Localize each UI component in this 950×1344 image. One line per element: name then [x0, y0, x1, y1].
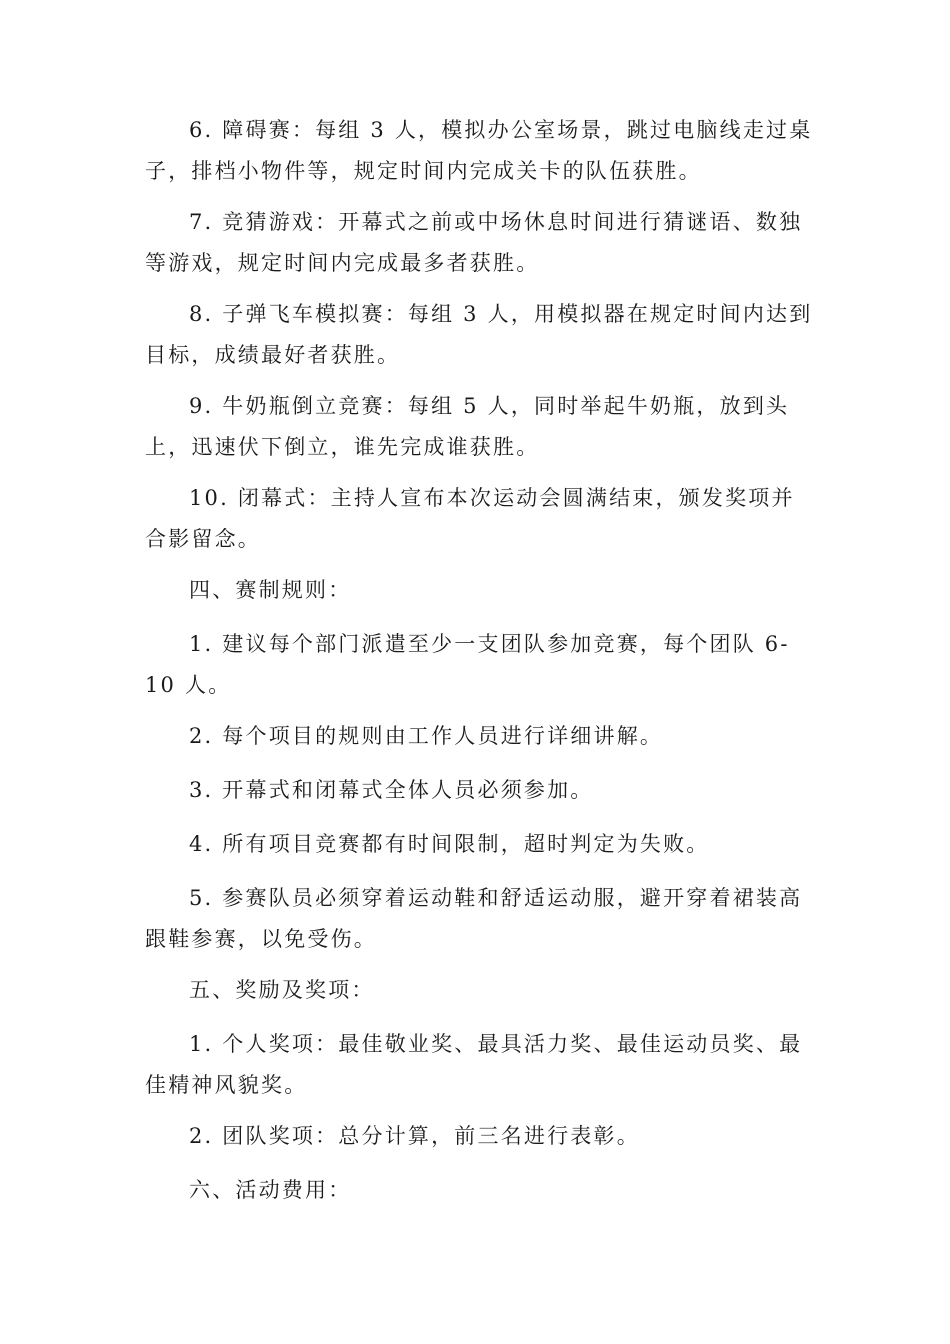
paragraph-rule-4: 4. 所有项目竞赛都有时间限制，超时判定为失败。: [189, 832, 710, 856]
section-heading-rules: 四、赛制规则：: [189, 578, 352, 602]
paragraph-item-7-quiz-game: 7. 竞猜游戏：开幕式之前或中场休息时间进行猜谜语、数独等游戏，规定时间内完成最多者获胜。: [145, 210, 803, 275]
section-heading-awards: 五、奖励及奖项：: [189, 978, 375, 1002]
paragraph-rule-3: 3. 开幕式和闭幕式全体人员必须参加。: [189, 778, 594, 802]
paragraph-item-10-closing: 10. 闭幕式：主持人宣布本次运动会圆满结束，颁发奖项并合影留念。: [145, 486, 795, 551]
paragraph-item-8-racing-sim: 8. 子弹飞车模拟赛：每组 3 人，用模拟器在规定时间内达到目标，成绩最好者获胜。: [145, 302, 813, 367]
paragraph-award-individual: 1. 个人奖项：最佳敬业奖、最具活力奖、最佳运动员奖、最佳精神风貌奖。: [145, 1032, 803, 1097]
paragraph-rule-1: 1. 建议每个部门派遣至少一支团队参加竞赛，每个团队 6-10 人。: [145, 632, 790, 697]
paragraph-item-6-obstacle-race: 6. 障碍赛：每组 3 人，模拟办公室场景，跳过电脑线走过桌子，排档小物件等，规定时间内完成关卡的队伍获胜。: [145, 118, 813, 183]
section-heading-costs: 六、活动费用：: [189, 1178, 352, 1202]
paragraph-rule-2: 2. 每个项目的规则由工作人员进行详细讲解。: [189, 724, 664, 748]
paragraph-item-9-bottle-handstand: 9. 牛奶瓶倒立竞赛：每组 5 人，同时举起牛奶瓶，放到头上，迅速伏下倒立，谁先完成谁获胜。: [145, 394, 790, 459]
paragraph-award-team: 2. 团队奖项：总分计算，前三名进行表彰。: [189, 1124, 640, 1148]
paragraph-rule-5: 5. 参赛队员必须穿着运动鞋和舒适运动服，避开穿着裙装高跟鞋参赛，以免受伤。: [145, 886, 803, 951]
